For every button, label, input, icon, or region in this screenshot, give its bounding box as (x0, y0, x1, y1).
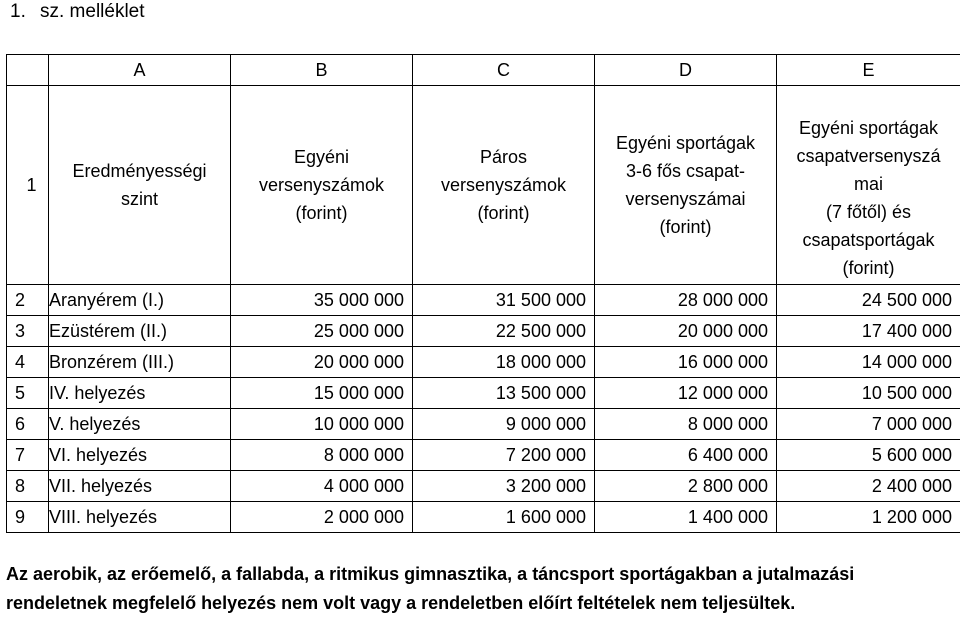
prize-table (6, 54, 960, 533)
header-cell-level: Eredményességi szint (49, 86, 231, 285)
table-row (7, 502, 960, 533)
amount-cell: 15 000 000 (231, 378, 413, 409)
place-cell: IV. helyezés (49, 378, 231, 409)
place-cell: VIII. helyezés (49, 502, 231, 533)
place-cell: Aranyérem (I.) (49, 285, 231, 316)
amount-cell: 16 000 000 (595, 347, 777, 378)
heading-text: sz. melléklet (40, 1, 145, 22)
amount-cell: 8 000 000 (595, 409, 777, 440)
amount-cell: 31 500 000 (413, 285, 595, 316)
amount-cell: 7 200 000 (413, 440, 595, 471)
table-row (7, 347, 960, 378)
amount-cell: 3 200 000 (413, 471, 595, 502)
amount-cell: 25 000 000 (231, 316, 413, 347)
row-index: 4 (7, 347, 49, 378)
amount-cell: 12 000 000 (595, 378, 777, 409)
header-cell-team: Egyéni sportágak csapatversenyszá mai (7 főtől) és csapatsportágak (forint) (777, 86, 960, 285)
footnote: Az aerobik, az erőemelő, a fallabda, a ritmikus gimnasztika, a táncsport sportágakban a jutalmazási rendeletnek megfelelő helyezés nem volt vagy a rendeletben előírt feltételek nem teljesültek. (6, 564, 855, 613)
table-row (7, 285, 960, 316)
row-index: 9 (7, 502, 49, 533)
place-cell: Ezüstérem (II.) (49, 316, 231, 347)
header-cell-individual: Egyéni versenyszámok (forint) (231, 86, 413, 285)
header-cell-small-team: Egyéni sportágak 3-6 fős csapat- versenyszámai (forint) (595, 86, 777, 285)
amount-cell: 35 000 000 (231, 285, 413, 316)
amount-cell: 1 600 000 (413, 502, 595, 533)
place-cell: Bronzérem (III.) (49, 347, 231, 378)
amount-cell: 14 000 000 (777, 347, 960, 378)
amount-cell: 2 800 000 (595, 471, 777, 502)
header-row (7, 86, 960, 285)
amount-cell: 28 000 000 (595, 285, 777, 316)
amount-cell: 8 000 000 (231, 440, 413, 471)
column-letter: A (49, 55, 231, 86)
column-letter: E (777, 55, 960, 86)
column-letter-row (7, 55, 960, 86)
column-letter: B (231, 55, 413, 86)
amount-cell: 10 500 000 (777, 378, 960, 409)
row-index: 1 (7, 86, 49, 285)
row-index: 6 (7, 409, 49, 440)
heading-number: 1. (10, 1, 26, 22)
table-row (7, 316, 960, 347)
amount-cell: 6 400 000 (595, 440, 777, 471)
page-heading (10, 0, 145, 24)
amount-cell: 17 400 000 (777, 316, 960, 347)
table-row (7, 471, 960, 502)
column-letter: D (595, 55, 777, 86)
column-letter: C (413, 55, 595, 86)
table-row (7, 440, 960, 471)
amount-cell: 13 500 000 (413, 378, 595, 409)
table-row (7, 409, 960, 440)
row-index: 2 (7, 285, 49, 316)
amount-cell: 1 400 000 (595, 502, 777, 533)
amount-cell: 4 000 000 (231, 471, 413, 502)
amount-cell: 10 000 000 (231, 409, 413, 440)
place-cell: V. helyezés (49, 409, 231, 440)
header-cell-pairs: Páros versenyszámok (forint) (413, 86, 595, 285)
place-cell: VI. helyezés (49, 440, 231, 471)
row-index: 3 (7, 316, 49, 347)
amount-cell: 9 000 000 (413, 409, 595, 440)
amount-cell: 20 000 000 (595, 316, 777, 347)
corner-cell (7, 55, 49, 86)
amount-cell: 20 000 000 (231, 347, 413, 378)
amount-cell: 1 200 000 (777, 502, 960, 533)
row-index: 7 (7, 440, 49, 471)
amount-cell: 22 500 000 (413, 316, 595, 347)
amount-cell: 5 600 000 (777, 440, 960, 471)
amount-cell: 7 000 000 (777, 409, 960, 440)
row-index: 5 (7, 378, 49, 409)
place-cell: VII. helyezés (49, 471, 231, 502)
amount-cell: 24 500 000 (777, 285, 960, 316)
amount-cell: 2 400 000 (777, 471, 960, 502)
amount-cell: 2 000 000 (231, 502, 413, 533)
amount-cell: 18 000 000 (413, 347, 595, 378)
table-row (7, 378, 960, 409)
row-index: 8 (7, 471, 49, 502)
